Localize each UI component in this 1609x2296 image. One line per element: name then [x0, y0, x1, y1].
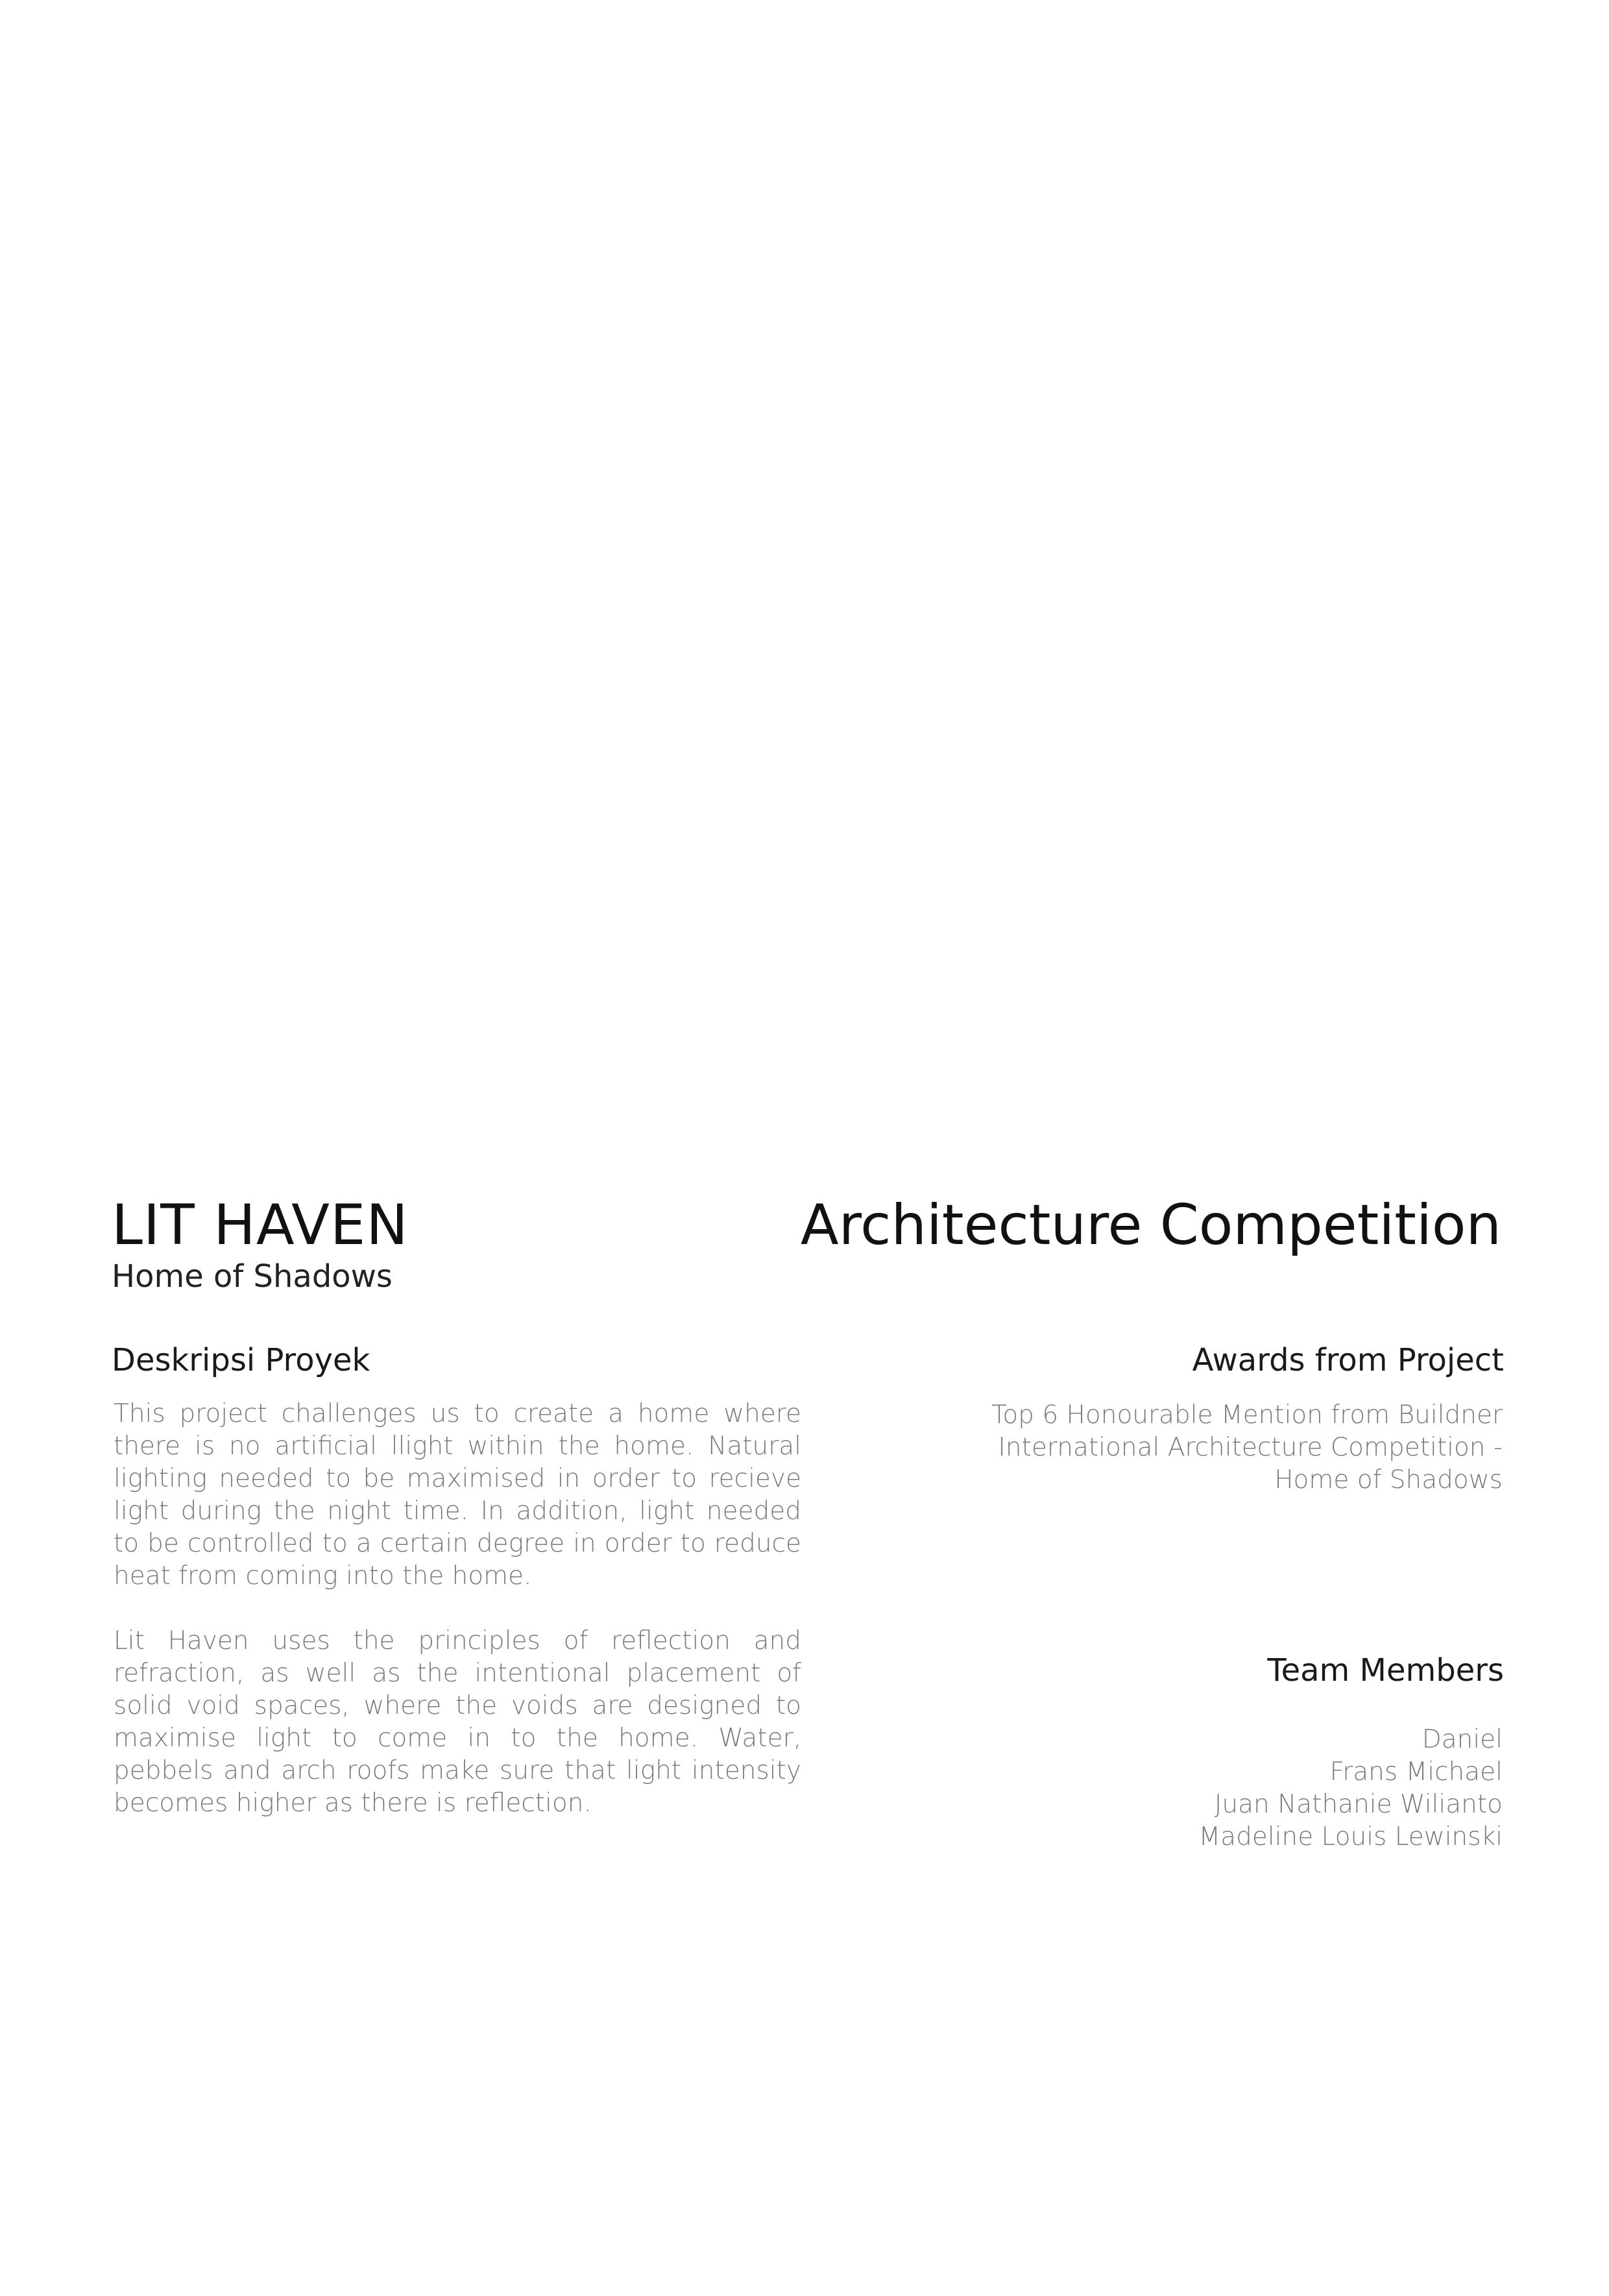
team-members-list — [1048, 1724, 1503, 1853]
project-subtitle: Home of Shadows — [112, 1258, 393, 1295]
description-paragraph-1: This project challenges us to create a home where there is no artificial llight within the home. Natural lighting needed to be maximised in order to recieve light during the night time. In addition, light needed to be controlled to a certain degree in order to reduce heat from coming into the home. — [114, 1399, 801, 1591]
description-heading: Deskripsi Proyek — [112, 1342, 370, 1378]
description-paragraph-2: Lit Haven uses the principles of reflection and refraction, as well as the intentional placement of solid void spaces, where the voids are designed to maximise light to come in to the home. Water, pebbels and arch roofs make sure that light intensity becomes higher as there is reflection. — [114, 1626, 801, 1818]
awards-text: Top 6 Honourable Mention from Buildner International Architecture Competition - Home of Shadows — [991, 1400, 1503, 1495]
project-title: LIT HAVEN — [112, 1193, 409, 1258]
team-member: Frans Michael — [1329, 1757, 1503, 1787]
team-member: Madeline Louis Lewinski — [1198, 1822, 1503, 1851]
competition-title: Architecture Competition — [800, 1193, 1501, 1258]
team-heading: Team Members — [1267, 1652, 1504, 1689]
team-member: Daniel — [1421, 1725, 1503, 1754]
team-member: Juan Nathanie Wilianto — [1214, 1790, 1503, 1819]
awards-heading: Awards from Project — [1192, 1342, 1504, 1378]
